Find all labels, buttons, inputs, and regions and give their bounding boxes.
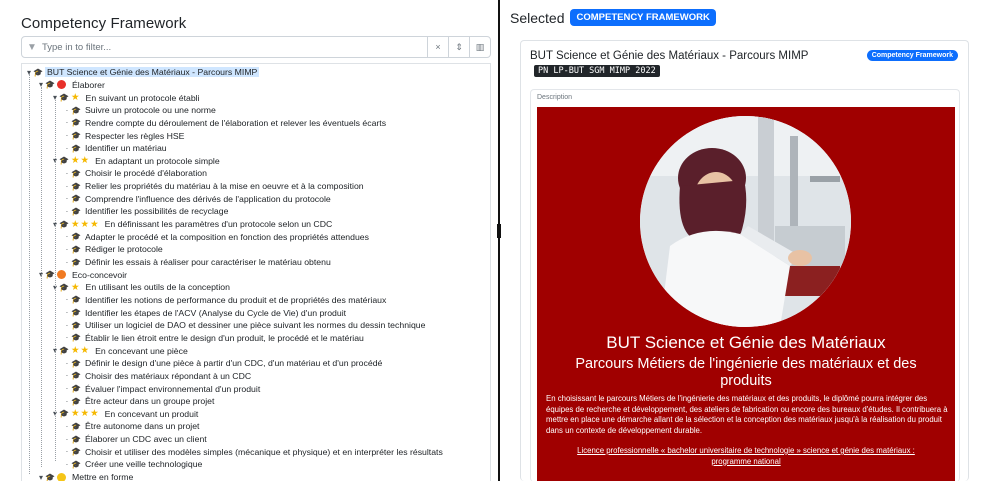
tree-node-label: Créer une veille technologique	[85, 459, 203, 470]
tree-level-node[interactable]	[51, 218, 334, 231]
tree-connector: ·	[65, 143, 69, 153]
graduation-cap-icon: 🎓	[71, 295, 81, 305]
tree-item-node[interactable]	[63, 142, 169, 155]
tree-node-label: Élaborer	[72, 79, 105, 90]
tree-connector: ·	[65, 320, 69, 330]
tree-item-node[interactable]	[63, 395, 216, 408]
tree-connector: ·	[65, 244, 69, 254]
tree-node-label: Définir le design d'une pièce à partir d'un CDC, d'un matériau et d'un procédé	[85, 358, 383, 369]
tree-item-node[interactable]	[63, 193, 333, 206]
competency-tree	[21, 63, 491, 481]
lab-worker-photo	[640, 116, 851, 327]
status-dot-icon	[57, 473, 66, 481]
tree-node-label: Mettre en forme	[72, 472, 134, 481]
tree-group-node[interactable]	[37, 79, 107, 92]
tree-item-node[interactable]	[63, 117, 388, 130]
graduation-cap-icon: 🎓	[71, 308, 81, 318]
tree-item-node[interactable]	[63, 205, 230, 218]
graduation-cap-icon: 🎓	[71, 168, 81, 178]
tree-connector: ·	[65, 118, 69, 128]
star-rating	[71, 92, 81, 103]
tree-connector: ·	[65, 131, 69, 141]
tree-connector: ·	[65, 459, 69, 469]
tree-item-node[interactable]	[63, 306, 348, 319]
hero-title: BUT Science et Génie des Matériaux	[606, 333, 886, 352]
graduation-cap-icon: 🎓	[71, 434, 81, 444]
tree-item-node[interactable]	[63, 256, 333, 269]
hero-subtitle: Parcours Métiers de l'ingénierie des matériaux et des produits	[575, 356, 917, 389]
selected-type-badge: COMPETENCY FRAMEWORK	[570, 9, 715, 26]
tree-node-label: Choisir des matériaux répondant à un CDC	[85, 370, 252, 381]
tree-item-node[interactable]	[63, 167, 209, 180]
graduation-cap-icon: 🎓	[59, 282, 69, 292]
tree-level-node[interactable]	[51, 344, 190, 357]
graduation-cap-icon: 🎓	[71, 105, 81, 115]
selected-header	[510, 9, 716, 26]
tree-node-label: Établir le lien étroit entre le design d'un produit, le procédé et le matériau	[85, 332, 364, 343]
tree-connector: ·	[65, 257, 69, 267]
tree-connector: ·	[65, 308, 69, 318]
panel-divider[interactable]	[498, 0, 500, 481]
star-rating	[71, 219, 100, 230]
tree-node-label: En définissant les paramètres d'un protocole selon un CDC	[104, 219, 333, 230]
tree-item-node[interactable]	[63, 294, 388, 307]
tree-node-label: Être autonome dans un projet	[85, 421, 200, 432]
tree-connector: ·	[65, 168, 69, 178]
tree-node-label: Identifier un matériau	[85, 143, 167, 154]
tree-connector: ·	[65, 371, 69, 381]
graduation-cap-icon: 🎓	[59, 93, 69, 103]
graduation-cap-icon: 🎓	[45, 80, 55, 90]
tree-item-node[interactable]	[63, 129, 186, 142]
detail-card	[520, 40, 969, 481]
tree-node-label: Relier les propriétés du matériau à la mise en oeuvre et à la composition	[85, 181, 364, 192]
tree-item-node[interactable]	[63, 332, 366, 345]
chart-view-button[interactable]: ▥	[469, 37, 490, 57]
tree-item-node[interactable]	[63, 420, 201, 433]
tree-level-node[interactable]	[51, 408, 200, 421]
graduation-cap-icon: 🎓	[59, 409, 69, 419]
tree-node-label: Eco-concevoir	[72, 269, 128, 280]
tree-connector: ·	[65, 105, 69, 115]
star-icon: ★	[71, 281, 80, 293]
tree-group-node[interactable]	[37, 268, 129, 281]
tree-connector: ·	[65, 434, 69, 444]
tree-node-label: Identifier les notions de performance du produit et de propriétés des matériaux	[85, 294, 387, 305]
tree-root-node[interactable]	[25, 66, 259, 79]
graduation-cap-icon: 🎓	[71, 257, 81, 267]
collapse-toggle-icon[interactable]: ▾	[52, 282, 57, 292]
graduation-cap-icon: 🎓	[71, 206, 81, 216]
tree-group-node[interactable]	[37, 471, 135, 481]
tree-connector: ·	[65, 206, 69, 216]
selected-label: Selected	[510, 9, 565, 26]
tree-level-node[interactable]	[51, 91, 202, 104]
filter-bar	[21, 36, 491, 58]
tree-node-label: Évaluer l'impact environnemental d'un produit	[85, 383, 261, 394]
collapse-toggle-icon[interactable]: ▾	[52, 93, 57, 103]
graduation-cap-icon: 🎓	[71, 396, 81, 406]
star-icon: ★	[71, 345, 80, 357]
tree-connector: ·	[65, 295, 69, 305]
graduation-cap-icon: 🎓	[71, 421, 81, 431]
tree-connector: ·	[65, 333, 69, 343]
tree-item-node[interactable]	[63, 243, 165, 256]
tree-node-label: Utiliser un logiciel de DAO et dessiner une pièce suivant les normes du dessin technique	[85, 320, 426, 331]
star-rating	[71, 155, 90, 166]
program-link[interactable]: Licence professionnelle « bachelor universitaire de technologie » science et génie des matériaux : programme national	[577, 446, 915, 466]
tree-item-node[interactable]	[63, 458, 204, 471]
type-badge: Competency Framework	[867, 50, 958, 61]
filter-input[interactable]: Type in to filter...	[42, 41, 112, 53]
graduation-cap-icon: 🎓	[71, 320, 81, 330]
star-rating	[71, 408, 100, 419]
graduation-cap-icon: 🎓	[59, 156, 69, 166]
tree-item-node[interactable]	[63, 357, 384, 370]
star-icon: ★	[71, 218, 80, 230]
graduation-cap-icon: 🎓	[71, 447, 81, 457]
tree-connector: ·	[65, 384, 69, 394]
filter-icon: ▼	[27, 41, 37, 53]
tree-node-label: Rédiger le protocole	[85, 244, 163, 255]
description-box	[530, 89, 960, 481]
collapse-toggle-icon[interactable]: ▾	[38, 270, 43, 280]
tree-connector: ·	[65, 232, 69, 242]
star-icon: ★	[71, 408, 80, 420]
graduation-cap-icon: 🎓	[71, 131, 81, 141]
panel-title: Competency Framework	[21, 15, 187, 32]
graduation-cap-icon: 🎓	[45, 270, 55, 280]
framework-code: PN LP-BUT SGM MIMP 2022	[534, 65, 660, 77]
star-icon: ★	[90, 218, 99, 230]
tree-node-label: En utilisant les outils de la conception	[85, 282, 230, 293]
tree-item-node[interactable]	[63, 382, 262, 395]
tree-item-node[interactable]	[63, 180, 366, 193]
collapse-toggle-icon[interactable]: ▾	[52, 156, 57, 166]
tree-node-label: Comprendre l'influence des dérivés de l'application du protocole	[85, 193, 331, 204]
tree-item-node[interactable]	[63, 433, 209, 446]
tree-node-label: Choisir le procédé d'élaboration	[85, 168, 207, 179]
status-dot-icon	[57, 270, 66, 279]
graduation-cap-icon: 🎓	[71, 181, 81, 191]
star-icon: ★	[90, 408, 99, 420]
divider-grip-handle[interactable]	[497, 224, 501, 238]
tree-guide-line	[55, 100, 56, 461]
tree-connector: ·	[65, 421, 69, 431]
star-icon: ★	[80, 218, 90, 230]
graduation-cap-icon: 🎓	[45, 472, 55, 481]
tree-node-label: Élaborer un CDC avec un client	[85, 434, 207, 445]
tree-node-label: Suivre un protocole ou une norme	[85, 105, 216, 116]
tree-node-label: Identifier les étapes de l'ACV (Analyse du Cycle de Vie) d'un produit	[85, 307, 347, 318]
tree-level-node[interactable]	[51, 155, 222, 168]
detail-title: BUT Science et Génie des Matériaux - Parcours MIMP	[530, 50, 809, 62]
collapse-toggle-icon[interactable]: ▾	[38, 80, 43, 90]
tree-item-node[interactable]	[63, 230, 371, 243]
graduation-cap-icon: 🎓	[71, 194, 81, 204]
clear-filter-button[interactable]: ×	[427, 37, 448, 57]
star-icon: ★	[80, 155, 90, 167]
collapse-toggle-icon[interactable]: ▾	[52, 409, 57, 419]
description-label: Description	[537, 94, 573, 101]
star-icon: ★	[80, 345, 90, 357]
graduation-cap-icon: 🎓	[71, 459, 81, 469]
graduation-cap-icon: 🎓	[71, 384, 81, 394]
expand-collapse-button[interactable]: ⇕	[448, 37, 469, 57]
tree-guide-line	[41, 87, 42, 467]
graduation-cap-icon: 🎓	[71, 118, 81, 128]
tree-node-label: Choisir et utiliser des modèles simples (mécanique et physique) et en interpréter les résultats	[85, 446, 443, 457]
graduation-cap-icon: 🎓	[59, 219, 69, 229]
tree-node-label: BUT Science et Génie des Matériaux - Parcours MIMP	[47, 67, 258, 78]
tree-node-label: En suivant un protocole établi	[85, 92, 200, 103]
tree-node-label: Être acteur dans un groupe projet	[85, 396, 215, 407]
collapse-toggle-icon[interactable]: ▾	[38, 472, 43, 481]
graduation-cap-icon: 🎓	[71, 358, 81, 368]
tree-node-label: Rendre compte du déroulement de l'élaboration et relever les éventuels écarts	[85, 117, 387, 128]
tree-guide-line	[29, 74, 30, 474]
tree-level-node[interactable]	[51, 281, 232, 294]
collapse-toggle-icon[interactable]: ▾	[52, 219, 57, 229]
collapse-toggle-icon[interactable]: ▾	[26, 67, 31, 77]
tree-item-node[interactable]	[63, 104, 218, 117]
graduation-cap-icon: 🎓	[33, 67, 43, 77]
tree-node-label: En concevant une pièce	[95, 345, 188, 356]
graduation-cap-icon: 🎓	[71, 333, 81, 343]
graduation-cap-icon: 🎓	[59, 346, 69, 356]
tree-item-node[interactable]	[63, 370, 253, 383]
left-panel	[0, 0, 497, 481]
hero-text: En choisissant le parcours Métiers de l'ingénierie des matériaux et des produits, le diplômé pourra intégrer des équipes de recherche et développement, des ateliers de fabrication ou encore des bureaux d'études. Il contribuera à mettre en place une démarche allant de la sélection et la conception des matériaux jusqu'à la réalisation du produit dans un contexte de développement durable.	[546, 394, 948, 435]
tree-connector: ·	[65, 194, 69, 204]
tree-node-label: Identifier les possibilités de recyclage	[85, 206, 229, 217]
tree-connector: ·	[65, 447, 69, 457]
status-dot-icon	[57, 80, 66, 89]
star-icon: ★	[80, 408, 90, 420]
graduation-cap-icon: 🎓	[71, 232, 81, 242]
star-rating	[71, 282, 81, 293]
tree-connector: ·	[65, 396, 69, 406]
star-rating	[71, 345, 90, 356]
tree-node-label: En concevant un produit	[104, 408, 199, 419]
tree-connector: ·	[65, 358, 69, 368]
star-icon: ★	[71, 155, 80, 167]
description-hero	[537, 107, 955, 481]
graduation-cap-icon: 🎓	[71, 143, 81, 153]
tree-node-label: Adapter le procédé et la composition en fonction des propriétés attendues	[85, 231, 369, 242]
tree-node-label: Définir les essais à réaliser pour caractériser le matériau obtenu	[85, 257, 331, 268]
graduation-cap-icon: 🎓	[71, 371, 81, 381]
tree-node-label: En adaptant un protocole simple	[95, 155, 220, 166]
graduation-cap-icon: 🎓	[71, 244, 81, 254]
collapse-toggle-icon[interactable]: ▾	[52, 346, 57, 356]
tree-node-label: Respecter les règles HSE	[85, 130, 185, 141]
tree-item-node[interactable]	[63, 319, 427, 332]
star-icon: ★	[71, 92, 80, 104]
tree-item-node[interactable]	[63, 446, 445, 459]
tree-connector: ·	[65, 181, 69, 191]
